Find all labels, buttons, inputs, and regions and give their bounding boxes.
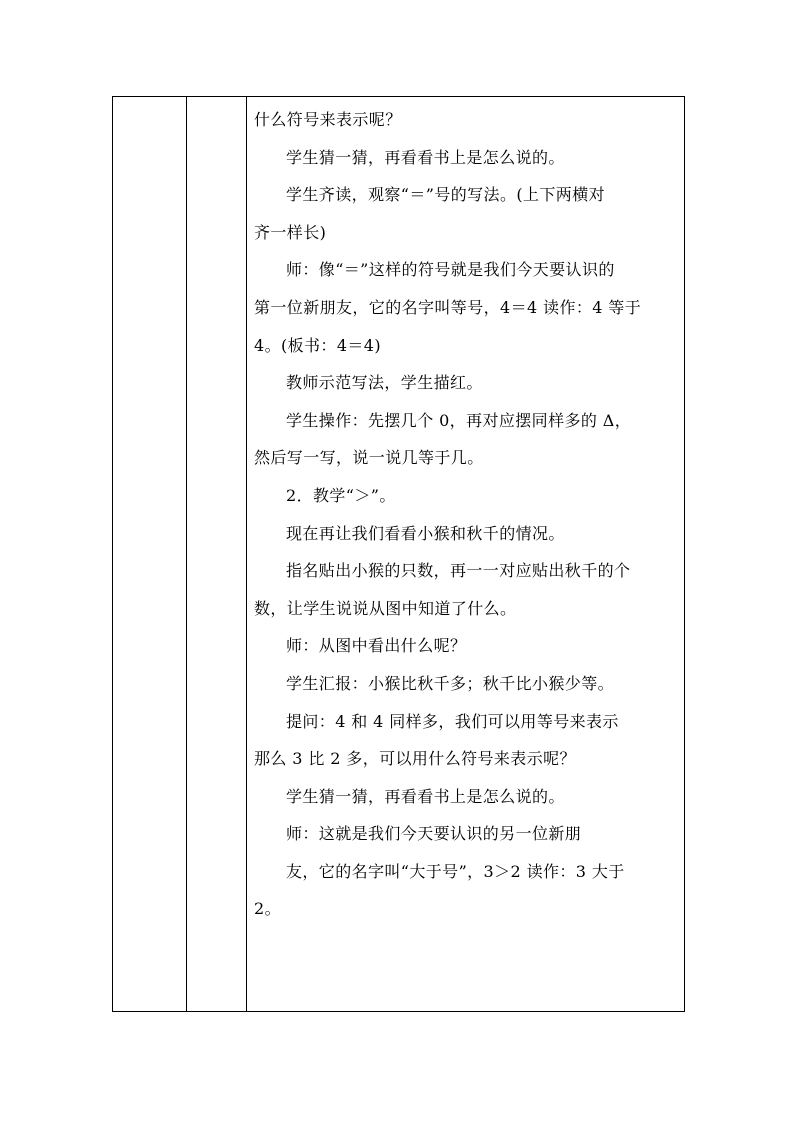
empty-cell-column-2 (187, 97, 247, 1012)
table-row (113, 97, 685, 1012)
text-line: 第一位新朋友，它的名字叫等号，4＝4 读作：4 等于 (254, 297, 642, 317)
text-line: 提问：4 和 4 同样多，我们可以用等号来表示 (286, 711, 619, 731)
text-line: 学生齐读，观察“＝”号的写法。(上下两横对 (286, 185, 606, 205)
lesson-text (247, 97, 684, 928)
content-cell (247, 97, 685, 1012)
text-line: 学生猜一猜，再看看书上是怎么说的。 (286, 147, 565, 167)
text-line: 2。 (254, 899, 281, 919)
text-line: 学生汇报：小猴比秋千多；秋千比小猴少等。 (286, 673, 615, 693)
text-line: 师：像“＝”这样的符号就是我们今天要认识的 (286, 260, 615, 280)
text-line: 数，让学生说说从图中知道了什么。 (254, 598, 517, 618)
text-line: 齐一样长) (254, 222, 327, 242)
text-line: 学生猜一猜，再看看书上是怎么说的。 (286, 786, 565, 806)
text-line: 4。(板书：4＝4) (254, 335, 382, 355)
text-line: 然后写一写，说一说几等于几。 (254, 448, 484, 468)
lesson-plan-table (112, 96, 685, 1012)
text-line: 指名贴出小猴的只数，再一一对应贴出秋千的个 (286, 561, 631, 581)
text-line: 学生操作：先摆几个 0，再对应摆同样多的 Δ， (286, 410, 632, 430)
text-line: 师：这就是我们今天要认识的另一位新朋 (286, 824, 582, 844)
text-line: 现在再让我们看看小猴和秋千的情况。 (286, 523, 565, 543)
text-line: 友，它的名字叫“大于号”，3＞2 读作：3 大于 (286, 861, 625, 881)
empty-cell-column-1 (113, 97, 187, 1012)
text-line: 那么 3 比 2 多，可以用什么符号来表示呢？ (254, 749, 576, 769)
text-line: 师：从图中看出什么呢？ (286, 636, 467, 656)
text-line: 2．教学“＞”。 (286, 485, 396, 505)
text-line: 什么符号来表示呢？ (254, 110, 402, 129)
text-line: 教师示范写法，学生描红。 (286, 373, 483, 393)
